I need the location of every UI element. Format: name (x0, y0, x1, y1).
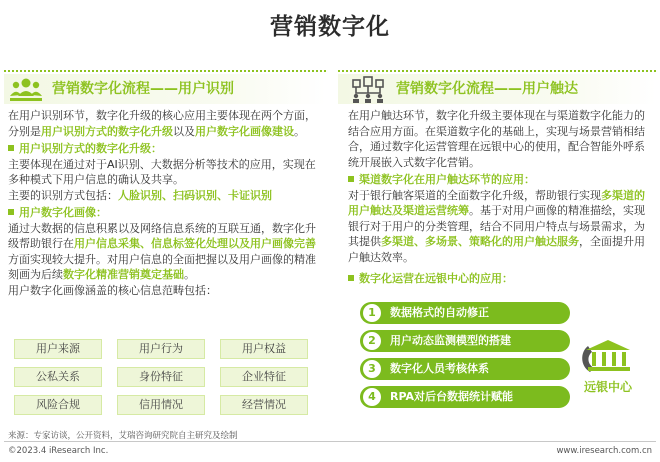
bullet-square-icon (8, 145, 14, 151)
right-column (348, 108, 654, 287)
body-highlight: 多渠道的用户触达及渠道运营统筹 (348, 188, 645, 217)
bank-center-label: 远银中心 (584, 380, 633, 394)
tag-operations: 经营情况 (220, 395, 308, 415)
right-section1-body (348, 188, 654, 266)
footer-divider (4, 441, 656, 442)
left-section1-body: 主要体现在通过对于AI识别、大数据分析等技术的应用，实现在多种模式下用户信息的确认及共享。 (8, 157, 316, 186)
ops-steps (360, 302, 570, 414)
body-text: 方面实现较大提升。对用户信息的全面把握以及用户画像的精准刻画为后续 (8, 252, 316, 281)
right-section1-title (348, 172, 654, 188)
tag-credit: 信用情况 (117, 395, 205, 415)
left-column (8, 108, 320, 298)
copyright: ©2023.4 iResearch Inc. (8, 446, 109, 456)
left-section2-tail: 用户数字化画像涵盖的核心信息范畴包括： (8, 283, 217, 297)
site-url[interactable]: www.iresearch.com.cn (556, 446, 652, 456)
tag-risk-compliance: 风险合规 (14, 395, 102, 415)
left-section1-list (8, 188, 320, 204)
list-item-scan: 扫码识别 (173, 188, 217, 202)
body-highlight: 用户信息采集、信息标签化处理以及用户画像完善 (74, 237, 316, 250)
left-intro-text: 以及 (173, 124, 195, 138)
left-section1-title (8, 141, 320, 157)
left-intro-text: 。 (294, 124, 305, 138)
tag-public-private: 公私关系 (14, 367, 102, 387)
list-sep: 、 (162, 188, 173, 202)
bullet-square-icon (348, 275, 354, 281)
body-text: 。基于对用户画像的精准描绘，实现银行对于用户的分类管理，结合不同用户特点与场景需求，为其提供 (348, 204, 645, 248)
step-label: 数据格式的自动修正 (390, 306, 489, 319)
tag-user-rights: 用户权益 (220, 339, 308, 359)
left-intro-highlight-1: 用户识别方式的数字化升级 (41, 124, 173, 138)
left-intro-highlight-2: 用户数字化画像建设 (195, 124, 294, 138)
step-number: 3 (363, 360, 381, 378)
tag-identity: 身份特征 (117, 367, 205, 387)
list-sep: 、 (217, 188, 228, 202)
tag-enterprise: 企业特征 (220, 367, 308, 387)
left-header-title: 营销数字化流程——用户识别 (52, 81, 234, 97)
step-2 (360, 330, 570, 352)
step-number: 4 (363, 388, 381, 406)
right-header-dotline (338, 70, 656, 72)
left-section1-title-text: 用户识别方式的数字化升级： (19, 142, 162, 155)
left-section2-title-text: 用户数字化画像： (19, 206, 107, 219)
bullet-square-icon (8, 209, 14, 215)
step-number: 2 (363, 332, 381, 350)
list-item-face: 人脸识别 (118, 188, 162, 202)
left-intro (8, 108, 320, 139)
step-4 (360, 386, 570, 408)
profile-tag-grid (14, 339, 316, 415)
step-label: 用户动态监测模型的搭建 (390, 334, 511, 347)
body-text: ，全面提升用户触达效率。 (348, 235, 645, 264)
body-highlight: 多渠道、多场景、策略化的用户触达服务 (381, 235, 579, 248)
step-label: RPA对后台数据统计赋能 (390, 390, 514, 403)
people-network-icon (350, 74, 386, 104)
left-header-dotline (4, 70, 326, 72)
tag-user-behavior: 用户行为 (117, 339, 205, 359)
body-text: 通过大数据的信息积累以及网络信息系统的互联互通，数字化升级帮助银行在 (8, 221, 316, 250)
page-title: 营销数字化 (270, 14, 390, 40)
bullet-square-icon (348, 176, 354, 182)
user-group-icon (8, 74, 44, 104)
left-section2-title (8, 205, 320, 221)
tag-user-source: 用户来源 (14, 339, 102, 359)
list-item-card: 卡证识别 (228, 188, 272, 202)
source-note: 来源：专家访谈，公开资料，艾瑞咨询研究院自主研究及绘制 (8, 431, 238, 441)
left-intro-text: 在用户识别环节，数字化升级的核心应用主要体现在两个方面，分别是 (8, 109, 316, 138)
step-number: 1 (363, 304, 381, 322)
right-section2-title-text: 数字化运营在远银中心的应用： (359, 272, 513, 285)
right-header-title: 营销数字化流程——用户触达 (396, 81, 578, 97)
body-highlight: 数字化精准营销奠定基础 (63, 268, 184, 281)
left-section2-body (8, 221, 320, 283)
right-section1-title-text: 渠道数字化在用户触达环节的应用： (359, 173, 535, 186)
list-intro: 主要的识别方式包括： (8, 188, 118, 202)
body-text: 对于银行触客渠道的全面数字化升级，帮助银行实现 (348, 188, 601, 202)
step-1 (360, 302, 570, 324)
step-3 (360, 358, 570, 380)
step-label: 数字化人员考核体系 (390, 362, 489, 375)
right-intro: 在用户触达环节，数字化升级主要体现在与渠道数字化能力的结合应用方面。在渠道数字化的基础上，实现与场景营销相结合，通过数字化运营管理在远银中心的使用，配合智能外呼系统开展嵌入式数字化营销。 (348, 109, 645, 169)
body-text: 。 (184, 268, 195, 281)
right-section2-title (348, 271, 654, 287)
